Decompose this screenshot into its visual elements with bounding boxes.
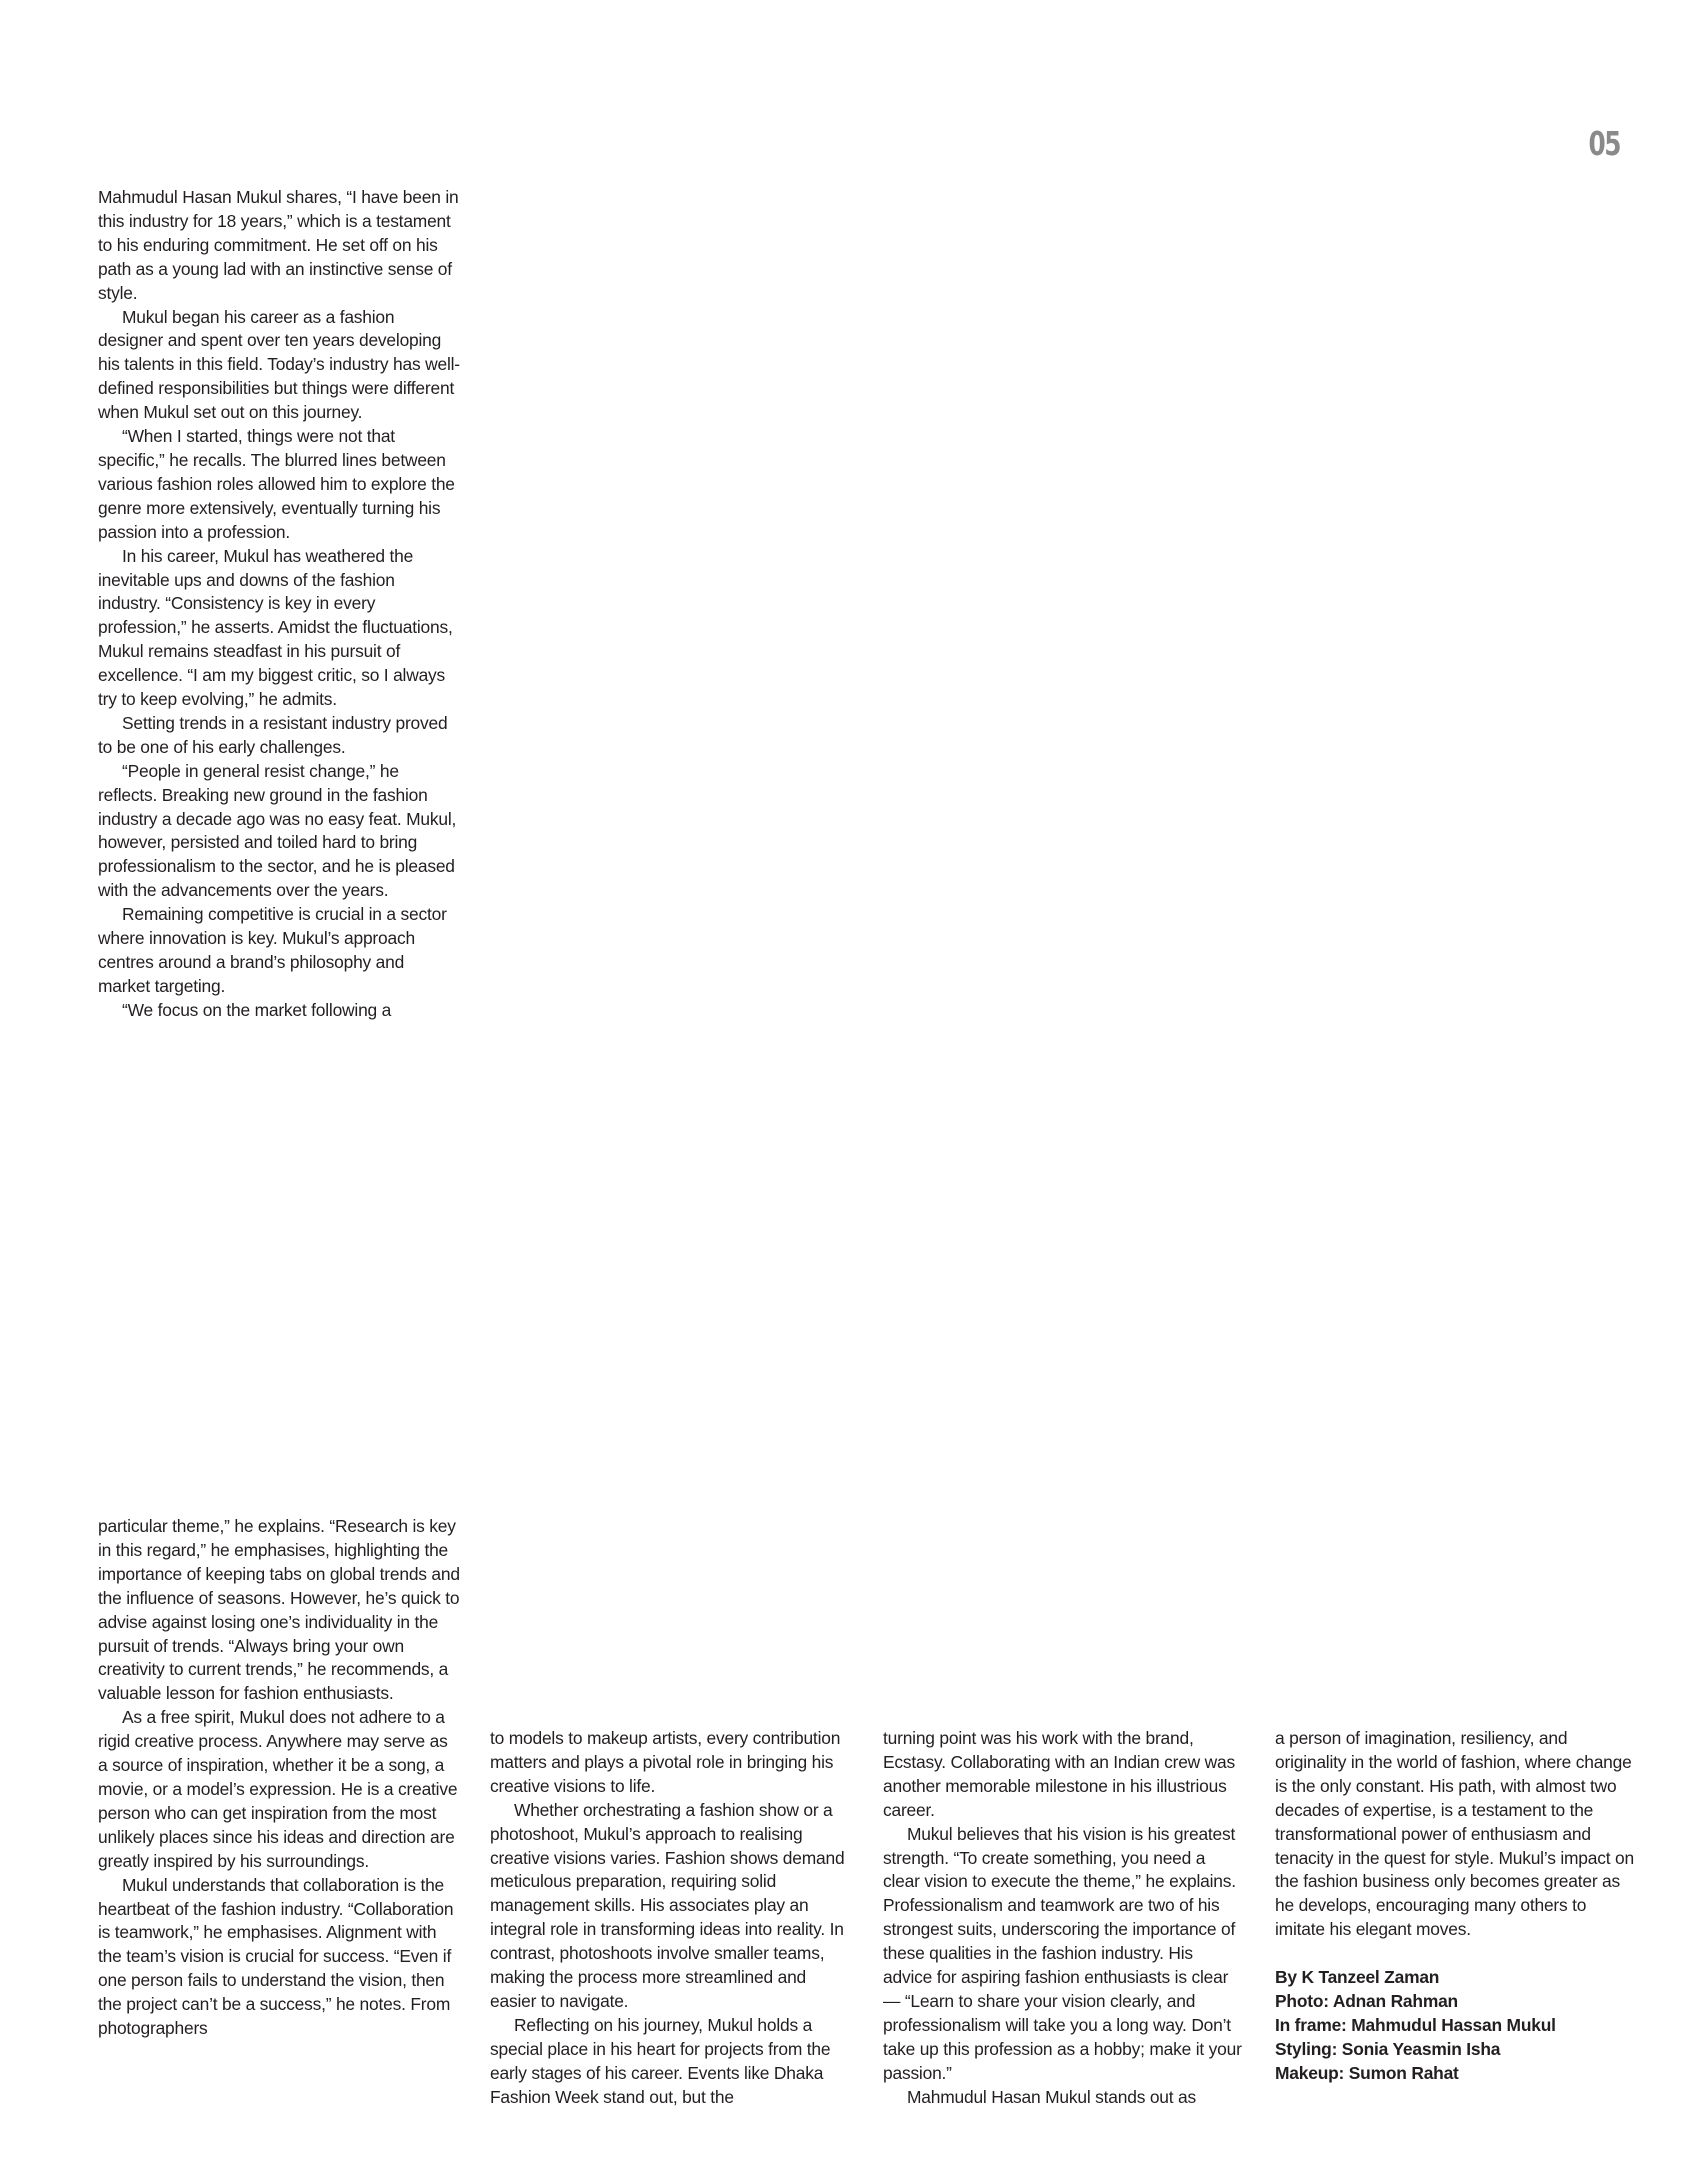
article-column-1-top [98, 186, 460, 1023]
paragraph: Whether orchestrating a fashion show or a photoshoot, Mukul’s approach to realising creative visions varies. Fashion shows demand meticulous preparation, requiring solid management skills. His associates play an integral role in transforming ideas into reality. In contrast, photoshoots involve smaller teams, making the process more streamlined and easier to navigate. [490, 1799, 845, 2011]
article-column-4 [1275, 1727, 1637, 2086]
paragraph: In his career, Mukul has weathered the inevitable ups and downs of the fashion industry. “Consistency is key in every profession,” he asserts. Amidst the fluctuations, Mukul remains steadfast in his pursuit of excellence. “I am my biggest critic, so I always try to keep evolving,” he admits. [98, 545, 453, 710]
credits-block [1275, 1966, 1637, 2086]
article-column-3 [883, 1727, 1245, 2110]
paragraph: to models to makeup artists, every contribution matters and plays a pivotal role in bringing his creative visions to life. [490, 1728, 841, 1796]
credit-author: By K Tanzeel Zaman [1275, 1967, 1440, 1988]
paragraph: As a free spirit, Mukul does not adhere to a rigid creative process. Anywhere may serve as a source of inspiration, whether it be a song, a movie, or a model’s expression. He is a creative person who can get inspiration from the most unlikely places since his ideas and direction are greatly inspired by his surroundings. [98, 1707, 458, 1871]
article-column-1-bottom [98, 1515, 460, 2041]
credit-in-frame: In frame: Mahmudul Hassan Mukul [1275, 2014, 1556, 2035]
paragraph: Mukul believes that his vision is his greatest strength. “To create something, you need a clear vision to execute the theme,” he explains. Professionalism and teamwork are two of his strongest suits, underscoring the importance of these qualities in the fashion industry. His advice for aspiring fashion enthusiasts is clear — “Learn to share your vision clearly, and professionalism will take you a long way. Don’t take up this profession as a hobby; make it your passion.” [883, 1823, 1242, 2083]
page-number: 05 [1588, 124, 1620, 163]
paragraph: “When I started, things were not that specific,” he recalls. The blurred lines between various fashion roles allowed him to explore the genre more extensively, eventually turning his passion into a profession. [98, 426, 455, 542]
paragraph: Remaining competitive is crucial in a sector where innovation is key. Mukul’s approach centres around a brand’s philosophy and market targeting. [98, 904, 447, 996]
paragraph: “People in general resist change,” he reflects. Breaking new ground in the fashion industry a decade ago was no easy feat. Mukul, however, persisted and toiled hard to bring professionalism to the sector, and he is pleased with the advancements over the years. [98, 760, 457, 901]
credit-makeup: Makeup: Sumon Rahat [1275, 2062, 1459, 2083]
paragraph: Mukul began his career as a fashion designer and spent over ten years developing his talents in this field. Today’s industry has well-defined responsibilities but things were different when Mukul set out on this journey. [98, 306, 460, 423]
paragraph: Mukul understands that collaboration is the heartbeat of the fashion industry. “Collaboration is teamwork,” he emphasises. Alignment with the team’s vision is crucial for success. “Even if one person fails to understand the vision, then the project can’t be a success,” he notes. From photographers [98, 1874, 454, 2039]
paragraph: Mahmudul Hasan Mukul stands out as [907, 2086, 1196, 2107]
paragraph: particular theme,” he explains. “Research is key in this regard,” he emphasises, highlighting the importance of keeping tabs on global trends and the influence of seasons. However, he’s quick to advise against losing one’s individuality in the pursuit of trends. “Always bring your own creativity to current trends,” he recommends, a valuable lesson for fashion enthusiasts. [98, 1516, 460, 1704]
article-column-2 [490, 1727, 852, 2110]
paragraph: Setting trends in a resistant industry proved to be one of his early challenges. [98, 712, 448, 757]
paragraph: Reflecting on his journey, Mukul holds a special place in his heart for projects from the early stages of his career. Events like Dhaka Fashion Week stand out, but the [490, 2014, 831, 2107]
credit-styling: Styling: Sonia Yeasmin Isha [1275, 2038, 1501, 2059]
credit-photo: Photo: Adnan Rahman [1275, 1991, 1458, 2012]
paragraph: Mahmudul Hasan Mukul shares, “I have been in this industry for 18 years,” which is a testament to his enduring commitment. He set off on his path as a young lad with an instinctive sense of style. [98, 187, 459, 303]
paragraph: a person of imagination, resiliency, and originality in the world of fashion, where change is the only constant. His path, with almost two decades of expertise, is a testament to the transformational power of enthusiasm and tenacity in the quest for style. Mukul’s impact on the fashion business only becomes greater as he develops, encouraging many others to imitate his elegant moves. [1275, 1728, 1634, 1940]
paragraph: “We focus on the market following a [122, 999, 392, 1020]
paragraph: turning point was his work with the brand, Ecstasy. Collaborating with an Indian crew was another memorable milestone in his illustrious career. [883, 1728, 1235, 1820]
